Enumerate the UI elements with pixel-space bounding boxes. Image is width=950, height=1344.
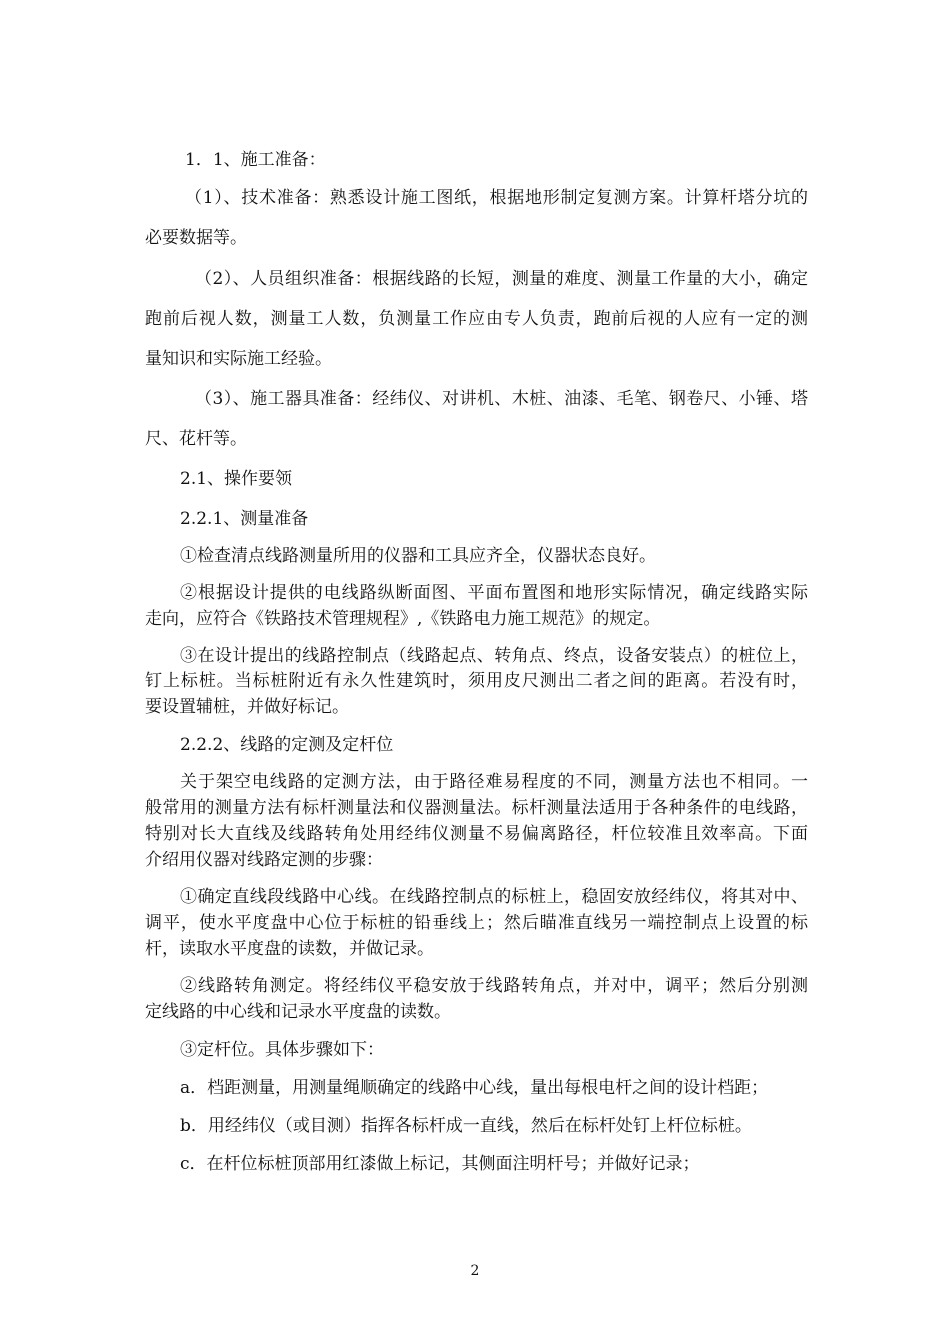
heading-2-1: 2.1、操作要领	[180, 469, 293, 489]
list-item-a: a．档距测量，用测量绳顺确定的线路中心线，量出每根电杆之间的设计档距；	[180, 1078, 769, 1098]
paragraph-line: ①确定直线段线路中心线。在线路控制点的标桩上，稳固安放经纬仪，将其对中、	[180, 887, 808, 907]
paragraph-line: 走向，应符合《铁路技术管理规程》,《铁路电力施工规范》的规定。	[145, 609, 661, 629]
paragraph-line: 调平，使水平度盘中心位于标桩的铅垂线上；然后瞄准直线另一端控制点上设置的标	[145, 913, 808, 933]
paragraph-line: 定线路的中心线和记录水平度盘的读数。	[145, 1002, 451, 1022]
heading-1-1: 1．1、施工准备：	[185, 150, 326, 170]
paragraph-line: ①检查清点线路测量所用的仪器和工具应齐全，仪器状态良好。	[180, 546, 656, 566]
paragraph-line: 介绍用仪器对线路定测的步骤：	[145, 850, 383, 870]
paragraph-line: 跑前后视人数，测量工人数，负测量工作应由专人负责，跑前后视的人应有一定的测	[145, 309, 808, 329]
paragraph-line: 杆，读取水平度盘的读数，并做记录。	[145, 939, 434, 959]
paragraph-line: ③在设计提出的线路控制点（线路起点、转角点、终点，设备安装点）的桩位上，	[180, 646, 808, 666]
paragraph-line: ②根据设计提供的电线路纵断面图、平面布置图和地形实际情况，确定线路实际	[180, 583, 808, 603]
paragraph-line: 量知识和实际施工经验。	[145, 349, 332, 369]
paragraph-line: 特别对长大直线及线路转角处用经纬仪测量不易偏离路径，杆位较准且效率高。下面	[145, 824, 808, 844]
paragraph-line: 钉上标桩。当标桩附近有永久性建筑时，须用皮尺测出二者之间的距离。若没有时，	[145, 671, 808, 691]
paragraph-line: （2）、人员组织准备：根据线路的长短，测量的难度、测量工作量的大小，确定	[195, 269, 808, 289]
heading-2-2-1: 2.2.1、测量准备	[180, 509, 309, 529]
page-number: 2	[470, 1263, 480, 1279]
paragraph-line: ③定杆位。具体步骤如下：	[180, 1040, 384, 1060]
list-item-c: c．在杆位标桩顶部用红漆做上标记，其侧面注明杆号；并做好记录；	[180, 1154, 700, 1174]
paragraph-line: 尺、花杆等。	[145, 429, 247, 449]
list-item-b: b．用经纬仪（或目测）指挥各标杆成一直线，然后在标杆处钉上杆位标桩。	[180, 1116, 752, 1136]
heading-2-2-2: 2.2.2、线路的定测及定杆位	[180, 735, 394, 755]
paragraph-line: 般常用的测量方法有标杆测量法和仪器测量法。标杆测量法适用于各种条件的电线路，	[145, 798, 808, 818]
paragraph-line: 必要数据等。	[145, 228, 247, 248]
paragraph-line: ②线路转角测定。将经纬仪平稳安放于线路转角点，并对中，调平；然后分别测	[180, 976, 808, 996]
paragraph-line: 要设置辅桩，并做好标记。	[145, 697, 349, 717]
paragraph-line: （1）、技术准备：熟悉设计施工图纸，根据地形制定复测方案。计算杆塔分坑的	[185, 188, 808, 208]
paragraph-line: （3）、施工器具准备：经纬仪、对讲机、木桩、油漆、毛笔、钢卷尺、小锤、塔	[195, 389, 808, 409]
paragraph-line: 关于架空电线路的定测方法，由于路径难易程度的不同，测量方法也不相同。一	[180, 772, 808, 792]
